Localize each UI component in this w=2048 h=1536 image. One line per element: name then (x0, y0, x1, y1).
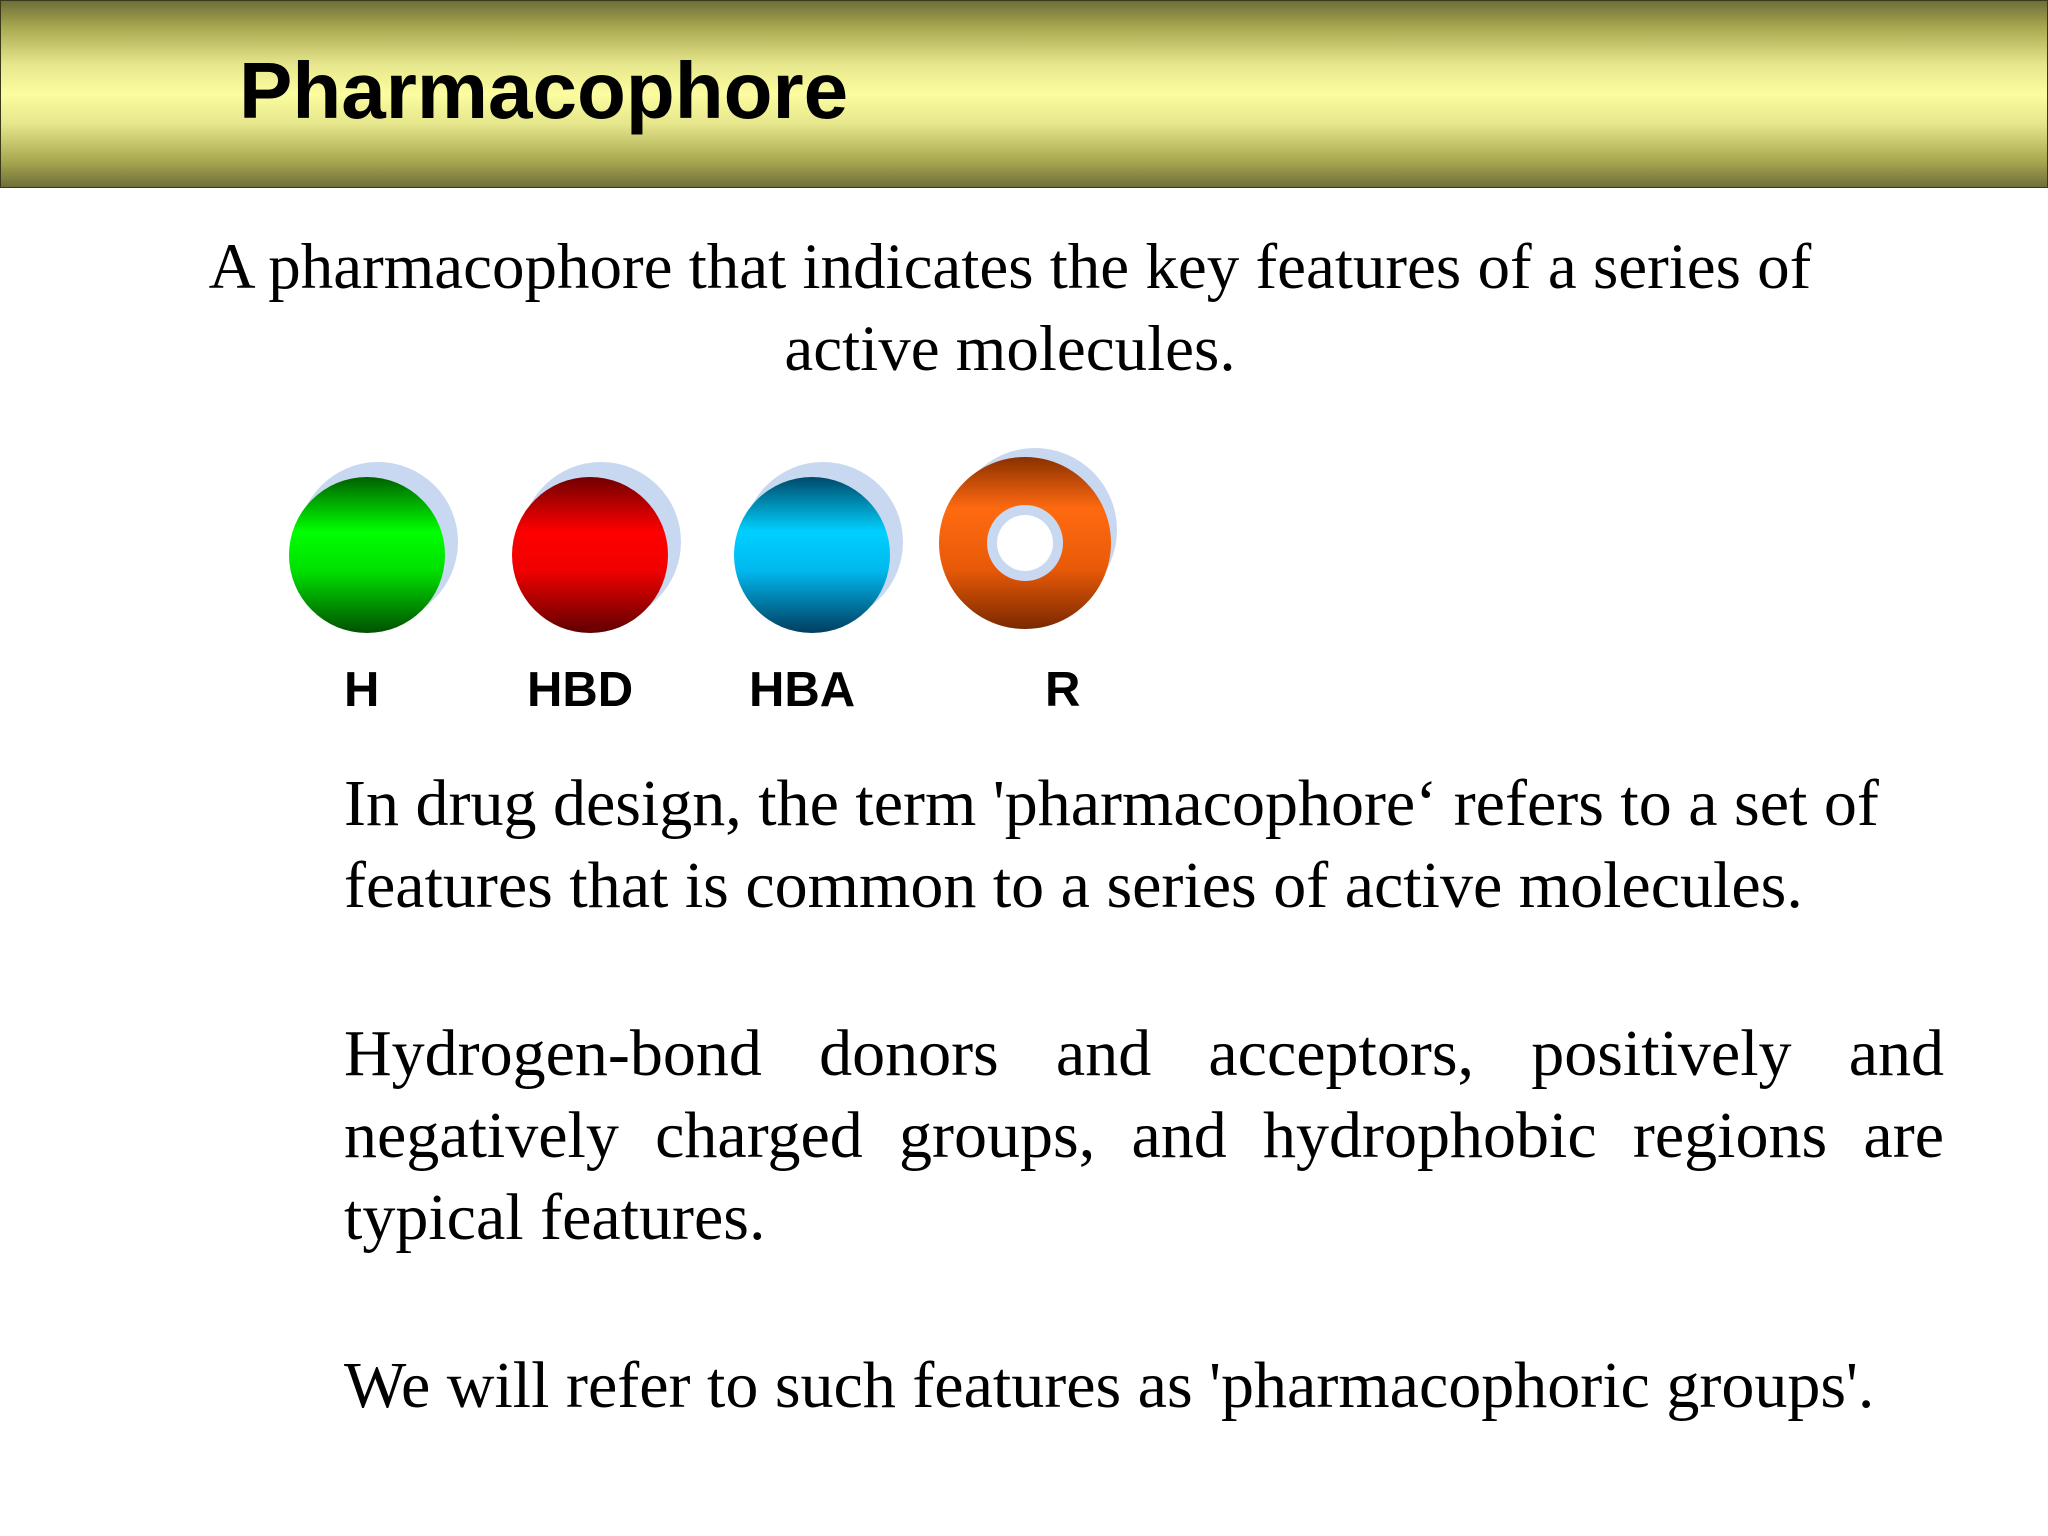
title-bar (0, 0, 2048, 188)
slide-title: Pharmacophore (239, 46, 849, 135)
green-sphere-icon (280, 455, 480, 655)
red-sphere-icon (503, 455, 703, 655)
feature-label-hba: HBA (749, 663, 856, 717)
feature-label-h: H (344, 663, 380, 717)
slide-subtitle: A pharmacophore that indicates the key features of a series of active molecules. (208, 231, 1812, 385)
orange-ring-icon (930, 440, 1140, 650)
paragraph-definition: In drug design, the term 'pharmacophore‘ refers to a set of features that is common to a series of active molecules. (344, 767, 1879, 922)
paragraph-typical-features: Hydrogen-bond donors and acceptors, positively and negatively charged groups, and hydrophobic regions are typical features. (344, 1017, 1944, 1254)
feature-label-r: R (1045, 663, 1081, 717)
paragraph-pharmacophoric-groups: We will refer to such features as 'pharmacophoric groups'. (344, 1349, 1875, 1422)
cyan-sphere-icon (725, 455, 925, 655)
feature-label-hbd: HBD (527, 663, 634, 717)
